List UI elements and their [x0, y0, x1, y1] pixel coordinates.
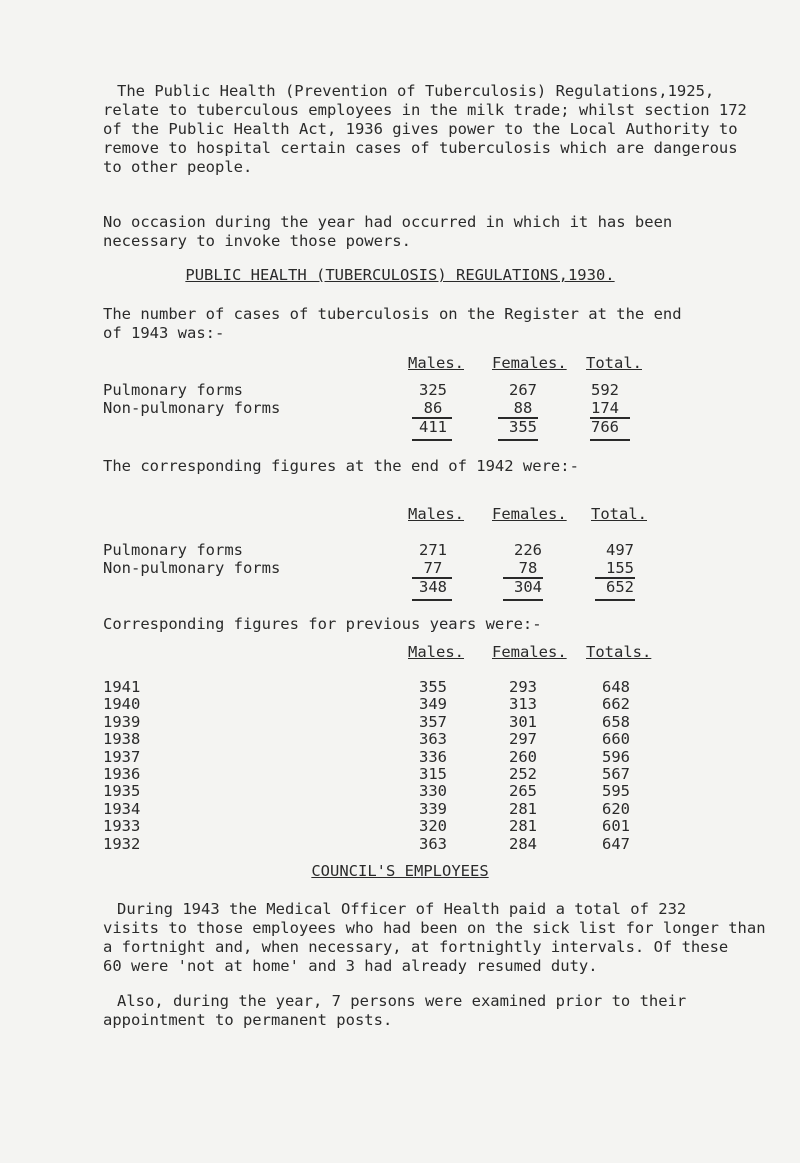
header-females: Females.: [492, 505, 567, 523]
cell-total: 660: [602, 730, 630, 748]
cell-total: 567: [602, 765, 630, 783]
year-cell: 1934: [103, 800, 141, 818]
cell-females: 284: [509, 835, 537, 853]
year-cell: 1939: [103, 713, 141, 731]
visits-paragraph: During 1943 the Medical Officer of Health paid a total of 232 visits to those employees who had been on the sick list for longer than a fortnight and, when necessary, at fortnightly intervals. Of these 60 were 'not at home' and 3 had already resumed duty.: [103, 900, 766, 975]
council-employees-heading: COUNCIL'S EMPLOYEES: [311, 862, 489, 880]
cell-males: 330: [419, 782, 447, 800]
cell-males: 349: [419, 695, 447, 713]
total-rule: [503, 599, 543, 601]
row-label: Non-pulmonary forms: [103, 559, 281, 577]
cell-females: 252: [509, 765, 537, 783]
header-females: Females.: [492, 354, 567, 372]
cell-females: 78: [518, 559, 538, 577]
total-rule: [412, 439, 452, 441]
cell-females: 313: [509, 695, 537, 713]
number-of-cases-paragraph: The number of cases of tuberculosis on the Register at the end of 1943 was:-: [103, 305, 682, 342]
cell-females: 301: [509, 713, 537, 731]
year-cell: 1935: [103, 782, 141, 800]
year-cell: 1937: [103, 748, 141, 766]
cell-total: 497: [606, 541, 634, 559]
row-label: Non-pulmonary forms: [103, 399, 281, 417]
header-total: Total.: [591, 505, 647, 523]
total-rule: [590, 439, 630, 441]
header-totals: Totals.: [586, 643, 652, 661]
cell-males: 271: [419, 541, 447, 559]
total-males: 411: [419, 418, 447, 436]
total-rule: [412, 599, 452, 601]
cell-total: 155: [606, 559, 634, 577]
intro-paragraph: The Public Health (Prevention of Tuberculosis) Regulations,1925, relate to tuberculous employees in the milk trade; whilst section 172 of the Public Health Act, 1936 gives power to the Local Authority to remove to hospital certain cases of tuberculosis which are dangerous to other people.: [103, 82, 747, 176]
cell-females: 226: [514, 541, 542, 559]
cell-females: 88: [513, 399, 533, 417]
cell-total: 648: [602, 678, 630, 696]
cell-females: 265: [509, 782, 537, 800]
cell-males: 325: [419, 381, 447, 399]
total-total: 652: [606, 578, 634, 596]
year-cell: 1941: [103, 678, 141, 696]
cell-males: 86: [423, 399, 443, 417]
total-females: 304: [514, 578, 542, 596]
total-males: 348: [419, 578, 447, 596]
cell-females: 297: [509, 730, 537, 748]
cell-total: 592: [591, 381, 619, 399]
cell-total: 596: [602, 748, 630, 766]
total-females: 355: [509, 418, 537, 436]
cell-females: 267: [509, 381, 537, 399]
cell-total: 174: [591, 399, 619, 417]
cell-males: 363: [419, 730, 447, 748]
total-total: 766: [591, 418, 619, 436]
cell-males: 336: [419, 748, 447, 766]
cell-total: 595: [602, 782, 630, 800]
cell-females: 281: [509, 800, 537, 818]
cell-total: 647: [602, 835, 630, 853]
header-males: Males.: [408, 505, 464, 523]
cell-females: 293: [509, 678, 537, 696]
row-label: Pulmonary forms: [103, 381, 243, 399]
regulations-heading: PUBLIC HEALTH (TUBERCULOSIS) REGULATIONS,1930.: [185, 266, 615, 284]
corresponding-previous-paragraph: Corresponding figures for previous years were:-: [103, 615, 542, 633]
row-label: Pulmonary forms: [103, 541, 243, 559]
cell-total: 658: [602, 713, 630, 731]
header-females: Females.: [492, 643, 567, 661]
cell-females: 260: [509, 748, 537, 766]
appointments-paragraph: Also, during the year, 7 persons were examined prior to their appointment to permanent posts.: [103, 992, 687, 1029]
cell-males: 355: [419, 678, 447, 696]
cell-males: 320: [419, 817, 447, 835]
total-rule: [498, 439, 538, 441]
year-cell: 1940: [103, 695, 141, 713]
cell-total: 601: [602, 817, 630, 835]
year-cell: 1938: [103, 730, 141, 748]
cell-males: 339: [419, 800, 447, 818]
no-occasion-paragraph: No occasion during the year had occurred in which it has been necessary to invoke those powers.: [103, 213, 673, 250]
total-rule: [595, 599, 635, 601]
cell-males: 77: [423, 559, 443, 577]
cell-males: 315: [419, 765, 447, 783]
cell-males: 363: [419, 835, 447, 853]
cell-males: 357: [419, 713, 447, 731]
cell-total: 620: [602, 800, 630, 818]
cell-females: 281: [509, 817, 537, 835]
header-total: Total.: [586, 354, 642, 372]
header-males: Males.: [408, 643, 464, 661]
year-cell: 1932: [103, 835, 141, 853]
header-males: Males.: [408, 354, 464, 372]
year-cell: 1933: [103, 817, 141, 835]
cell-total: 662: [602, 695, 630, 713]
corresponding-1942-paragraph: The corresponding figures at the end of 1942 were:-: [103, 457, 579, 475]
year-cell: 1936: [103, 765, 141, 783]
